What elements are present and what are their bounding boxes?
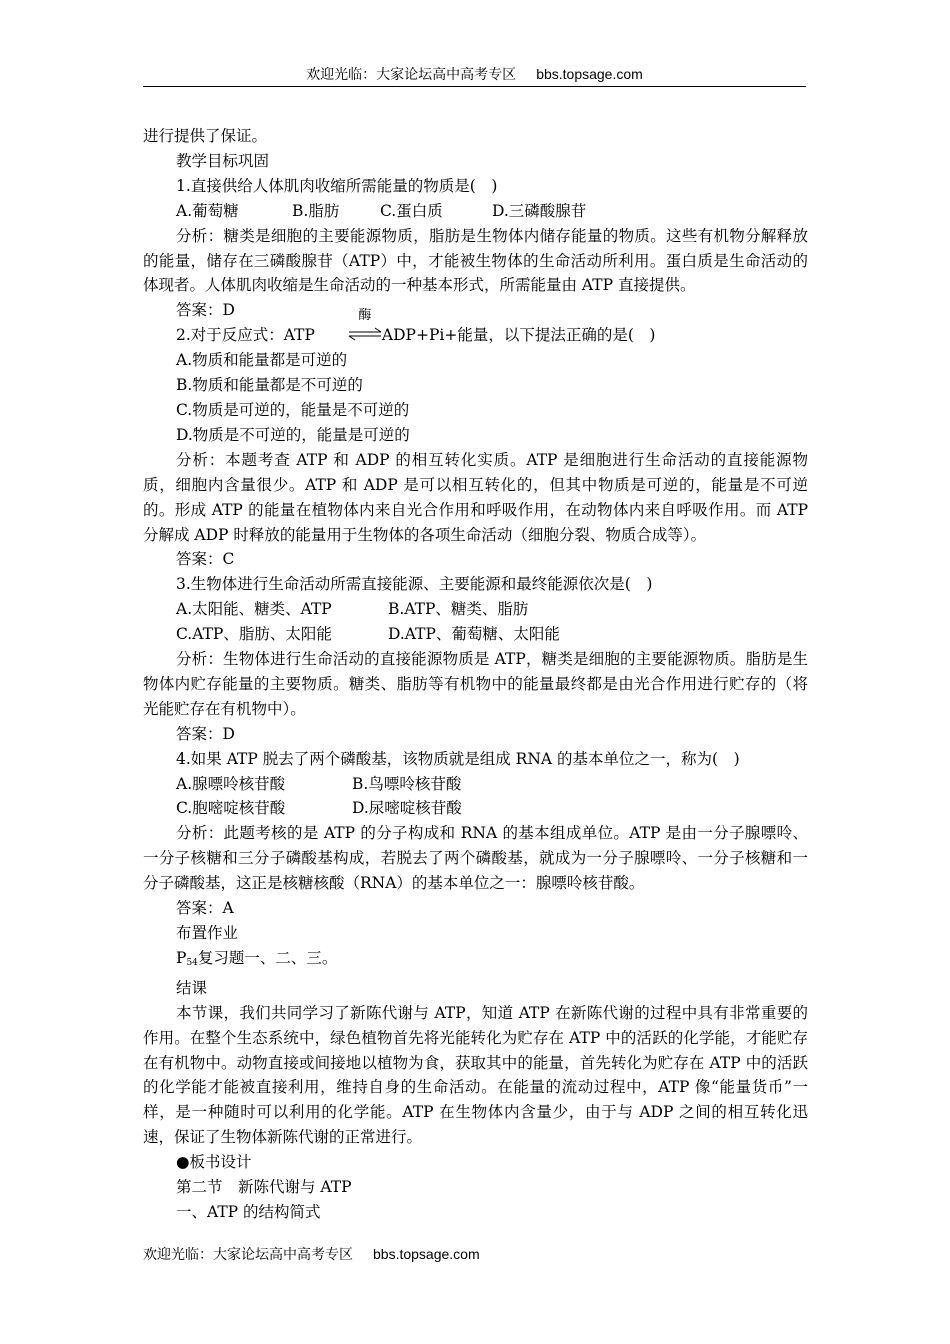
section-title-homework: 布置作业 bbox=[176, 924, 239, 942]
board-section-title: 第二节 新陈代谢与 ATP bbox=[176, 1178, 352, 1197]
question-4: 4.如果 ATP 脱去了两个磷酸基，该物质就是组成 RNA 的基本单位之一，称为( ) bbox=[176, 749, 740, 768]
question-3: 3.生物体进行生命活动所需直接能源、主要能源和最终能源依次是( ) bbox=[176, 575, 653, 594]
homework-text: 复习题一、二、三。 bbox=[197, 948, 338, 967]
section-title-closing: 结课 bbox=[176, 978, 208, 997]
board-item-1: 一、ATP 的结构简式 bbox=[176, 1202, 321, 1221]
reaction-prefix: 2.对于反应式：ATP bbox=[176, 326, 315, 345]
option: B.鸟嘌呤核苷酸 bbox=[352, 774, 462, 793]
option: D.物质是不可逆的，能量是可逆的 bbox=[176, 425, 410, 444]
option: D.三磷酸腺苷 bbox=[492, 201, 587, 220]
option: A.太阳能、糖类、ATP bbox=[176, 600, 332, 619]
section-title-consolidate: 教学目标巩固 bbox=[176, 151, 270, 170]
question-4-options-row-2 bbox=[143, 796, 808, 821]
option: C.胞嘧啶核苷酸 bbox=[176, 799, 286, 818]
question-1-options bbox=[143, 199, 808, 224]
answer-2: 答案：C bbox=[176, 550, 235, 569]
enzyme-label: 酶 bbox=[358, 308, 372, 324]
closing-paragraph: 本节课，我们共同学习了新陈代谢与 ATP，知道 ATP 在新陈代谢的过程中具有非常重要的作用。在整个生态系统中，绿色植物首先将光能转化为贮存在 ATP 中的活跃的化学能，才能贮存在有机物中。动物直接或间接地以植物为食，获取其中的能量，首先转化为贮存在 ATP 中的活跃的化学能才能被直接利用，维持自身的生命活动。在能量的流动过程中，ATP 像“能量货币”一样，是一种随时可以利用的化学能。ATP 在生物体内含量少，由于与 ADP 之间的相互转化迅速，保证了生物体新陈代谢的正常进行。 bbox=[143, 1003, 808, 1147]
analysis-4: 分析：此题考核的是 ATP 的分子构成和 RNA 的基本组成单位。ATP 是由一分子腺嘌呤、一分子核糖和三分子磷酸基构成，若脱去了两个磷酸基，就成为一分子腺嘌呤、一分子核糖和一分子磷酸基，这正是核糖核酸（RNA）的基本单位之一：腺嘌呤核苷酸。 bbox=[143, 824, 808, 893]
question-4-options-row-1 bbox=[143, 772, 808, 797]
option: C.ATP、脂肪、太阳能 bbox=[176, 625, 332, 644]
option: A.葡萄糖 bbox=[176, 201, 239, 220]
header-text: 欢迎光临：大家论坛高中高考专区 bbox=[306, 67, 517, 83]
option: A.物质和能量都是可逆的 bbox=[176, 351, 348, 370]
answer-1: 答案：D bbox=[176, 301, 235, 320]
question-3-options-row-2 bbox=[143, 622, 808, 647]
analysis-2: 分析：本题考查 ATP 和 ADP 的相互转化实质。ATP 是细胞进行生命活动的直接能源物质，细胞内含量很少。ATP 和 ADP 是可以相互转化的，但其中物质是可逆的，能量是不可逆的。形成 ATP 的能量在植物体内来自光合作用和呼吸作用，在动物体内来自呼吸作用。而 ATP 分解成 ADP 时释放的能量用于生物体的各项生命活动（细胞分裂、物质合成等）。 bbox=[143, 450, 808, 544]
document-body bbox=[143, 124, 808, 1225]
page-header bbox=[143, 64, 806, 87]
analysis-3: 分析：生物体进行生命活动的直接能源物质是 ATP，糖类是细胞的主要能源物质。脂肪是生物体内贮存能量的主要物质。糖类、脂肪等有机物中的能量最终都是由光合作用进行贮存的（将光能贮存在有机物中）。 bbox=[143, 650, 808, 718]
question-3-options-row-1 bbox=[143, 597, 808, 622]
option: D.尿嘧啶核苷酸 bbox=[352, 799, 462, 818]
option: A.腺嘌呤核苷酸 bbox=[176, 774, 286, 793]
answer-4: 答案：A bbox=[176, 899, 234, 918]
option: C.物质是可逆的，能量是不可逆的 bbox=[176, 400, 410, 419]
option: B.ATP、糖类、脂肪 bbox=[388, 600, 529, 619]
intro-line: 进行提供了保证。 bbox=[143, 127, 268, 145]
header-url[interactable]: bbs.topsage.com bbox=[536, 66, 643, 82]
option: B.脂肪 bbox=[292, 201, 340, 220]
question-1: 1.直接供给人体肌肉收缩所需能量的物质是( ) bbox=[176, 176, 498, 195]
option: C.蛋白质 bbox=[380, 201, 443, 220]
page-footer bbox=[143, 1244, 480, 1265]
analysis-1: 分析：糖类是细胞的主要能源物质，脂肪是生物体内储存能量的物质。这些有机物分解释放的能量，储存在三磷酸腺苷（ATP）中，才能被生物体的生命活动所利用。蛋白质是生命活动的体现者。人体肌肉收缩是生命活动的一种基本形式，所需能量由 ATP 直接提供。 bbox=[143, 226, 808, 295]
option: D.ATP、葡萄糖、太阳能 bbox=[388, 625, 560, 644]
homework-line bbox=[143, 946, 808, 976]
homework-page-number: 54 bbox=[186, 957, 198, 968]
reversible-arrow-icon bbox=[348, 327, 382, 341]
section-title-board: ●板书设计 bbox=[176, 1153, 252, 1172]
footer-text: 欢迎光临：大家论坛高中高考专区 bbox=[143, 1247, 353, 1263]
footer-url[interactable]: bbs.topsage.com bbox=[373, 1246, 480, 1262]
option: B.物质和能量都是不可逆的 bbox=[176, 376, 363, 395]
answer-3: 答案：D bbox=[176, 724, 235, 743]
reaction-arrow bbox=[315, 308, 382, 348]
reaction-suffix: ADP+Pi+能量，以下提法正确的是( ) bbox=[381, 326, 656, 345]
homework-page-prefix: P bbox=[176, 948, 187, 967]
